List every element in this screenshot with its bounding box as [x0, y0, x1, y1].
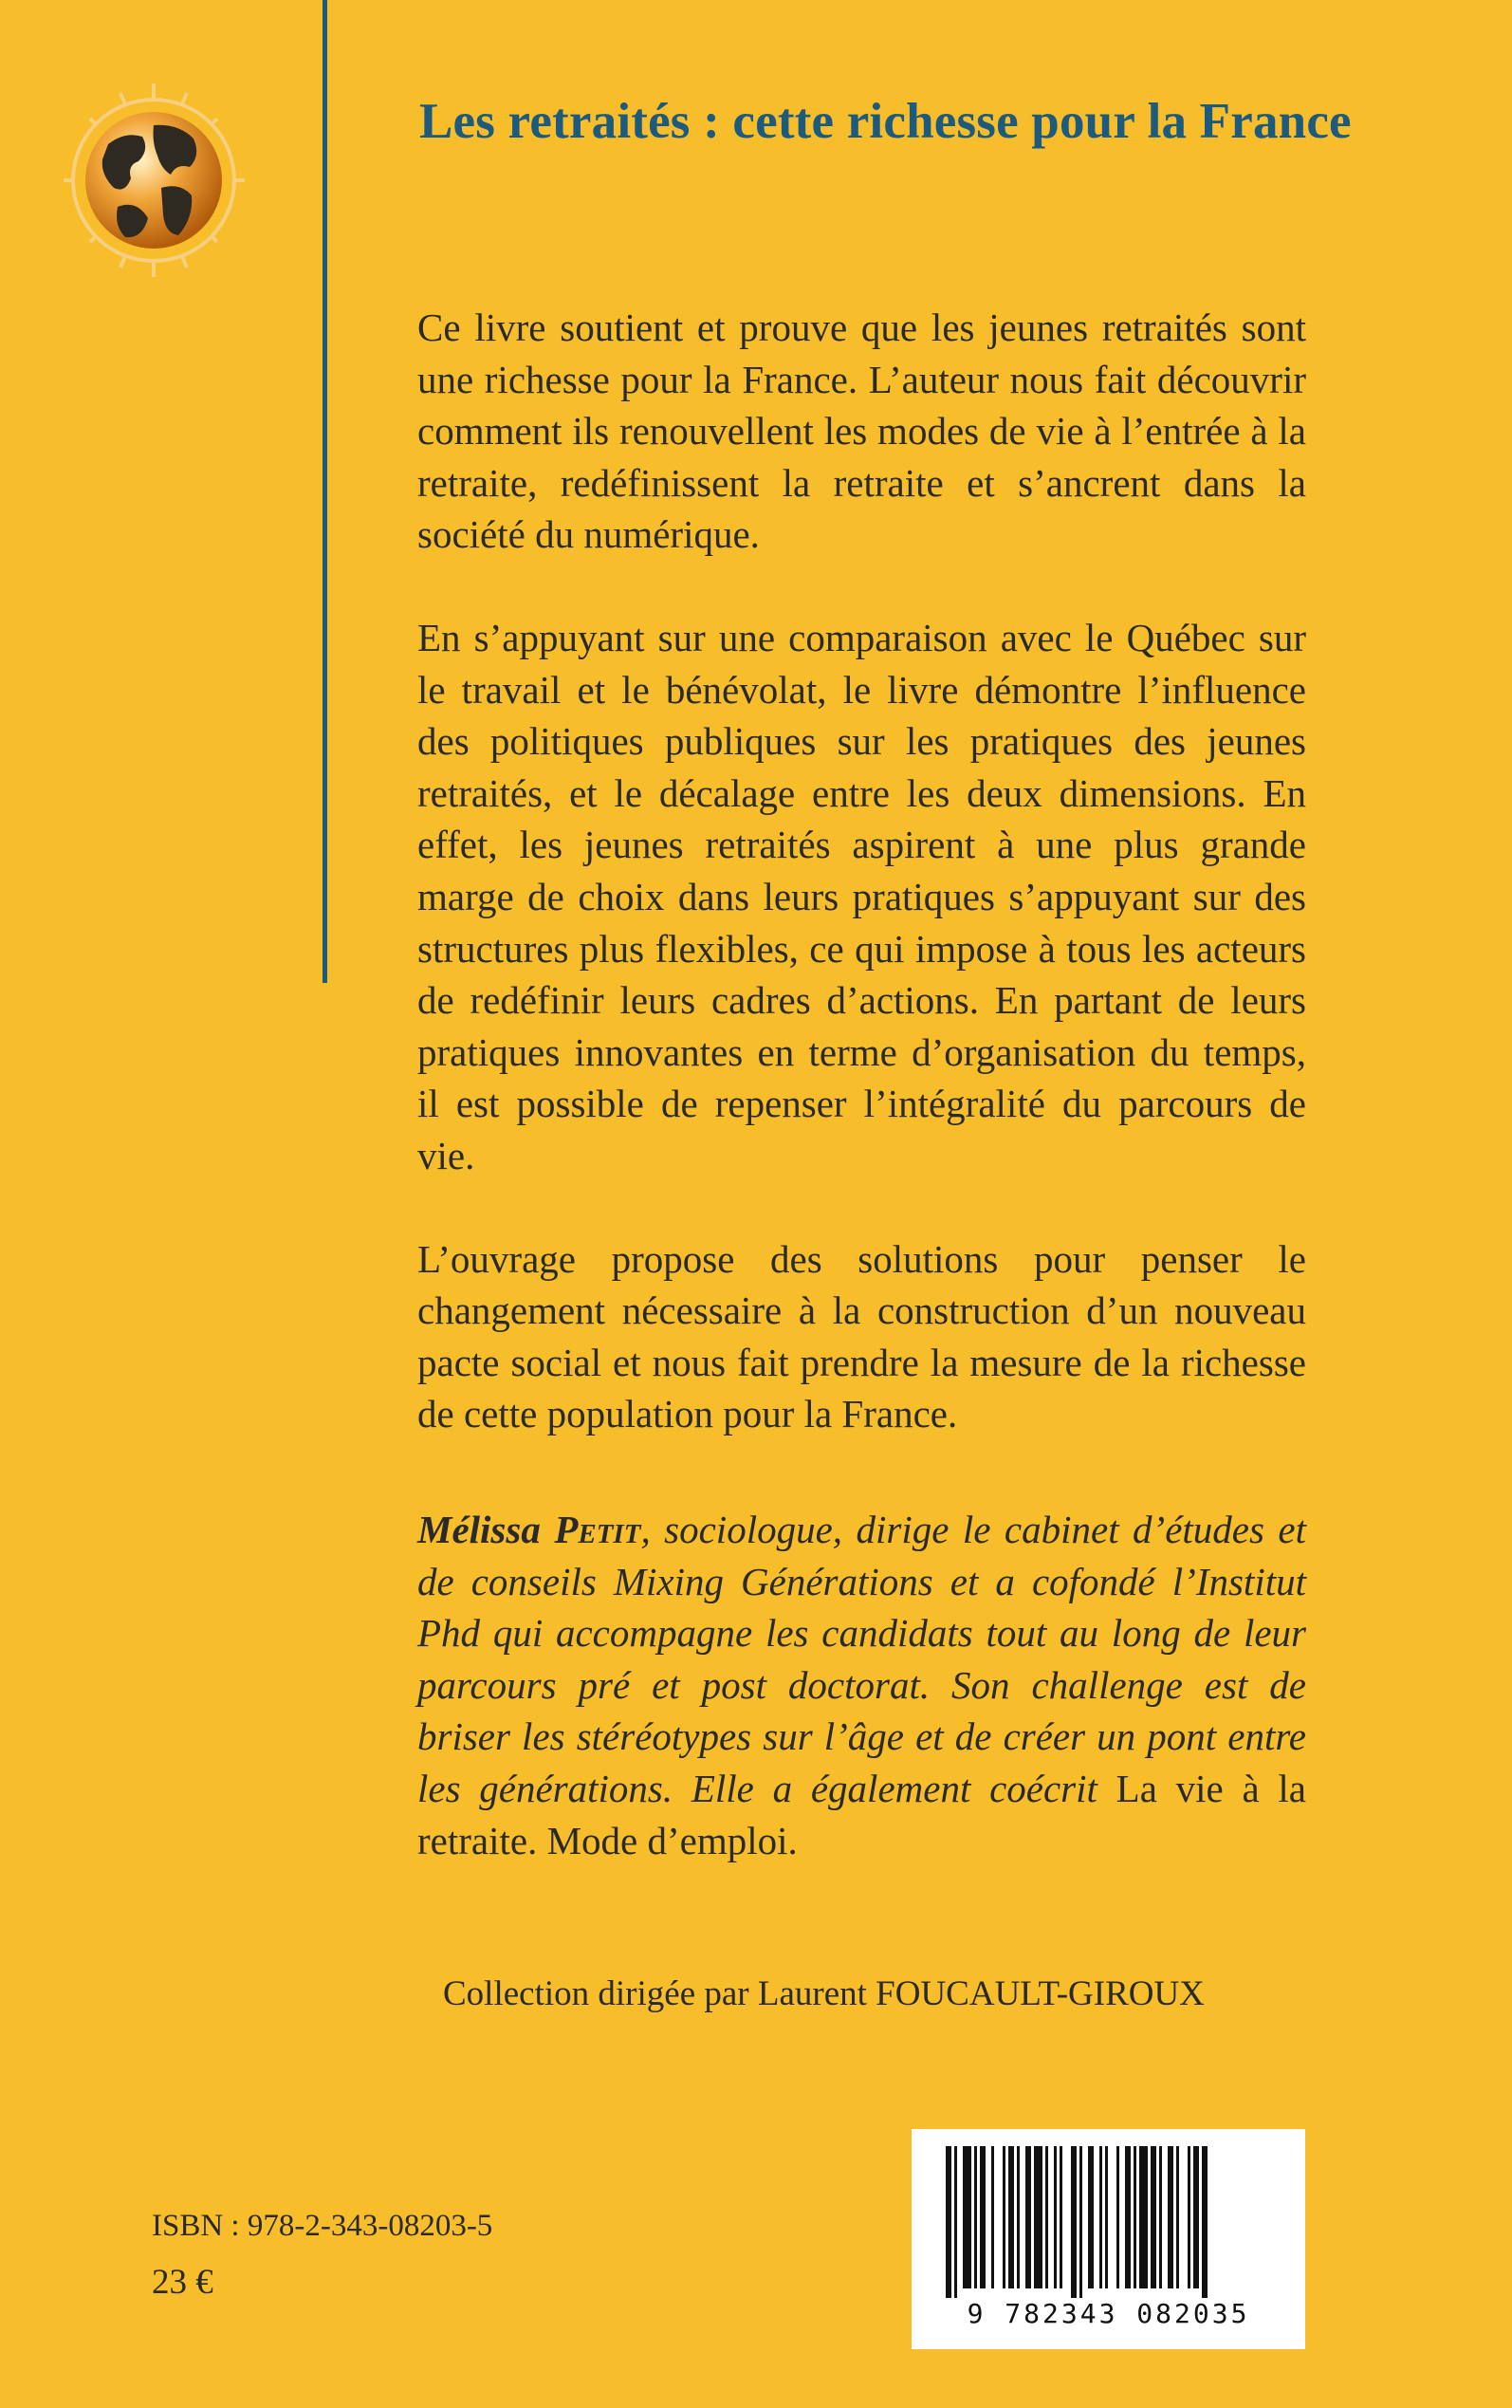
barcode-bar: [1168, 2146, 1173, 2288]
author-bio: [417, 1504, 1306, 1866]
summary-paragraph-2: En s’appuyant sur une comparaison avec le Québec sur le travail et le bénévolat, le livre démontre l’influence des politiques publiques sur les pratiques des jeunes retraités, et le décalage entre les deux dimensions. En effet, les jeunes retraités aspirent à une plus grande marge de choix dans leurs pratiques s’appuyant sur des structures plus flexibles, ce qui impose à tous les acteurs de redéfinir leurs cadres d’actions. En partant de leurs pratiques innovantes en terme d’organisation du temps, il est possible de repenser l’intégralité du parcours de vie.: [417, 615, 1306, 1177]
barcode: [912, 2129, 1305, 2349]
collection-credit: Collection dirigée par Laurent FOUCAULT-GIROUX: [443, 1974, 1205, 2013]
barcode-bar: [980, 2146, 986, 2288]
barcode-bar: [963, 2146, 971, 2288]
author-last-name: Petit: [554, 1508, 641, 1551]
barcode-bar: [1176, 2146, 1179, 2288]
barcode-bar: [1088, 2146, 1094, 2288]
barcode-bar: [1134, 2146, 1136, 2288]
barcode-bar: [1025, 2146, 1031, 2288]
barcode-bar: [946, 2146, 951, 2298]
barcode-bar: [1008, 2146, 1014, 2288]
barcode-bars: [912, 2129, 1305, 2300]
barcode-digits: 9 782343 082035: [967, 2298, 1250, 2329]
author-first-name: Mélissa: [417, 1508, 541, 1551]
barcode-bar: [1202, 2146, 1208, 2298]
book-title: Les retraités : cette richesse pour la France: [419, 94, 1352, 149]
barcode-bar: [1079, 2146, 1082, 2298]
vertical-divider: [323, 0, 327, 983]
barcode-bar: [1017, 2146, 1020, 2288]
author-bio-text: , sociologue, dirige le cabinet d’études et de conseils Mixing Générations et a cofondé l’Institut Phd qui accompagne les candidats tout au long de leur parcours pré et post doctorat. Son challenge est de briser les stéréotypes sur l’âge et de créer un pont entre les générations. Elle a également coécrit: [417, 1508, 1307, 1810]
barcode-bar: [1099, 2146, 1102, 2288]
back-cover-summary: [417, 302, 1306, 1491]
co-written-book-title: La vie à la retraite. Mode d’emploi.: [417, 1766, 1306, 1862]
barcode-bar: [1151, 2146, 1156, 2288]
barcode-bar: [1139, 2146, 1148, 2288]
barcode-bar: [1125, 2146, 1131, 2288]
barcode-bar: [1105, 2146, 1108, 2288]
barcode-bar: [954, 2146, 957, 2298]
barcode-bar: [1034, 2146, 1042, 2288]
barcode-bar: [974, 2146, 977, 2288]
summary-paragraph-1: Ce livre soutient et prouve que les jeunes retraités sont une richesse pour la France. L’auteur nous fait découvrir comment ils renouvellent les modes de vie à l’entrée à la retraite, redéfinissent la retraite et s’ancrent dans la société du numérique.: [417, 306, 1306, 557]
barcode-bar: [1003, 2146, 1005, 2288]
barcode-bar: [1060, 2146, 1062, 2288]
summary-paragraph-3: L’ouvrage propose des solutions pour penser le changement nécessaire à la construction d’un nouveau pacte social et nous fait prendre la mesure de la richesse de cette population pour la France.: [417, 1236, 1306, 1436]
barcode-bar: [1159, 2146, 1162, 2288]
globe-logo-icon: [59, 76, 249, 285]
barcode-bar: [1045, 2146, 1048, 2288]
barcode-bar: [1188, 2146, 1190, 2288]
price: 23 €: [152, 2263, 213, 2302]
barcode-bar: [991, 2146, 994, 2288]
barcode-bar: [1116, 2146, 1119, 2288]
barcode-bar: [1193, 2146, 1199, 2288]
barcode-bar: [1054, 2146, 1057, 2288]
barcode-bar: [1071, 2146, 1077, 2298]
isbn: ISBN : 978-2-343-08203-5: [152, 2209, 493, 2243]
